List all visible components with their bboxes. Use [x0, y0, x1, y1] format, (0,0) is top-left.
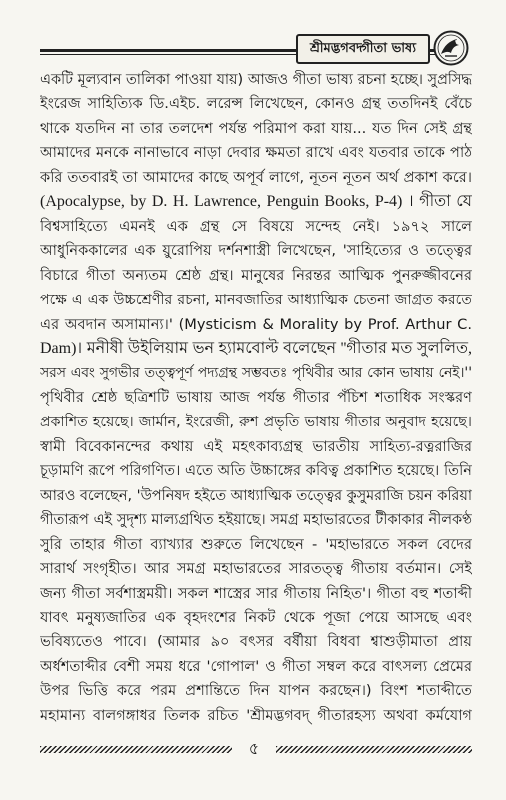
bird-emblem-icon: [433, 30, 469, 66]
text-line: সারার্থ সংগৃহীত। আর সমগ্র মহাভারতের সারতত্ত্ব গীতায় বর্তমান। সেই: [40, 560, 472, 578]
page-header: [0, 0, 506, 70]
text-line: উপর ভিত্তি করে পরম প্রশান্তিতে দিন যাপন করছেন।) বিংশ শতাব্দীতে: [40, 682, 472, 700]
text-line: পক্ষে এ এক উচ্চশ্রেণীর রচনা, মানবজাতির আধ্যাত্মিক চেতনা জাগ্রত করতে: [40, 292, 472, 309]
text-line: আধুনিককালের এক য়ুরোপিয় দর্শনশাস্ত্রী লিখেছেন, 'সাহিত্যের ও তত্ত্বের: [40, 242, 472, 260]
text-line: পৃথিবীর শ্রেষ্ঠ ছত্রিশটি ভাষায় আজ পর্যন্ত গীতার পঁচিশ শতাধিক সংস্করণ: [40, 388, 472, 406]
body-text: [40, 68, 472, 728]
footer-ornament-left: [40, 746, 232, 753]
text-line: বিচারে গীতা অন্যতম শ্রেষ্ঠ গ্রন্থ। মানুষের নিরন্তর আত্মিক পুনরুজ্জীবনের: [40, 266, 472, 284]
text-line: সরস এবং সুগভীর তত্ত্বপূর্ণ পদ্যগ্রন্থ সম্ভবতঃ পৃথিবীর আর কোন ভাষায় নেই।'': [40, 365, 472, 382]
page-number: ৫: [248, 739, 260, 758]
text-line: একটি মূল্যবান তালিকা পাওয়া যায়) আজও গীতা ভাষ্য রচনা হচ্ছে। সুপ্রসিদ্ধ: [40, 72, 472, 88]
text-line: এর অবদান অসামান্য।' (Mysticism & Morality by Prof. Arthur C.: [40, 315, 472, 333]
text-line: Dam)। মনীষী উইলিয়াম ভন হ্যামবোল্ট বলেছেন ''গীতার মত সুললিত,: [40, 339, 472, 357]
footer-ornament-right: [276, 746, 472, 753]
text-line: অর্ধশতাব্দীর বেশী সময় ধরে 'গোপাল' ও গীতা সম্বল করে বাৎসল্য প্রেমের: [40, 657, 472, 675]
text-line: চূড়ামণি রূপে পরিগণিত। এতে অতি উচ্চাঙ্গের কবিত্ব প্রকাশিত হয়েছে। তিনি: [40, 462, 472, 480]
text-line: ভবিষ্যতেও পাবে। (আমার ৯০ বৎসর বর্ষীয়া বিধবা শ্বাশুড়ীমাতা প্রায়: [40, 633, 472, 651]
text-line: থাকে যতদিন না তার তলদেশ পর্যন্ত পরিমাপ করা যায়... যত দিন সেই গ্রন্থ: [40, 119, 472, 137]
text-line: যাবৎ মনুষ্যজাতির এক বৃহদংশের নিকট থেকে পূজা পেয়ে আসছে এবং: [40, 608, 472, 626]
text-line: জন্য গীতা সর্বশাস্ত্রময়ী। সকল শাস্ত্রের সার গীতায় নিহিত'। গীতা বহু শতাব্দী: [40, 584, 472, 602]
text-line: (Apocalypse, by D. H. Lawrence, Penguin Books, P-4) । গীতা যে: [40, 193, 472, 211]
text-line: স্বামী বিবেকানন্দের কথায় এই মহৎকাব্যগ্রন্থ ভারতীয় সাহিত্য-রত্নরাজির: [40, 437, 472, 455]
text-line: আরও বলেছেন, 'উপনিষদ হইতে আধ্যাত্মিক তত্ত্বের কুসুমরাজি চয়ন করিয়া: [40, 487, 472, 504]
text-line: ইংরেজ সাহিত্যিক ডি.এইচ. লরেন্স লিখেছেন, কোনও গ্রন্থ ততদিনই বেঁচে: [40, 95, 472, 113]
running-title: শ্রীমদ্ভগবদ্গীতা ভাষ্য: [296, 34, 430, 64]
text-line: আমাদের মনকে নানাভাবে নাড়া দেবার ক্ষমতা রাখে এবং যতবার তাকে পাঠ: [40, 144, 472, 162]
text-line: সুরি তাহার গীতা ব্যাখ্যার শুরুতে লিখেছেন - 'মহাভারতে সকল বেদের: [40, 535, 472, 553]
text-line: বিশ্বসাহিত্যে এমনই এক গ্রন্থ সে বিষয়ে সন্দেহ নেই। ১৯৭২ সালে: [40, 217, 472, 235]
text-line: গীতারূপ এই সুদৃশ্য মাল্যগ্রথিত হইয়াছে। সমগ্র মহাভারতের টীকাকার নীলকণ্ঠ: [40, 512, 472, 529]
text-line: প্রকাশিত হয়েছে। জার্মান, ইংরেজী, রুশ প্রভৃতি ভাষায় গীতার অনুবাদ হয়েছে।: [40, 414, 472, 431]
page-footer: [0, 736, 506, 766]
text-line: করি ততবারই তা আমাদের কাছে অপূর্ব লাগে, নূতন নূতন অর্থ প্রকাশ করে।: [40, 168, 472, 186]
text-line: মহামান্য বালগঙ্গাধর তিলক রচিত 'শ্রীমদ্ভগবদ্ গীতারহস্য অথবা কর্মযোগ: [40, 706, 472, 724]
